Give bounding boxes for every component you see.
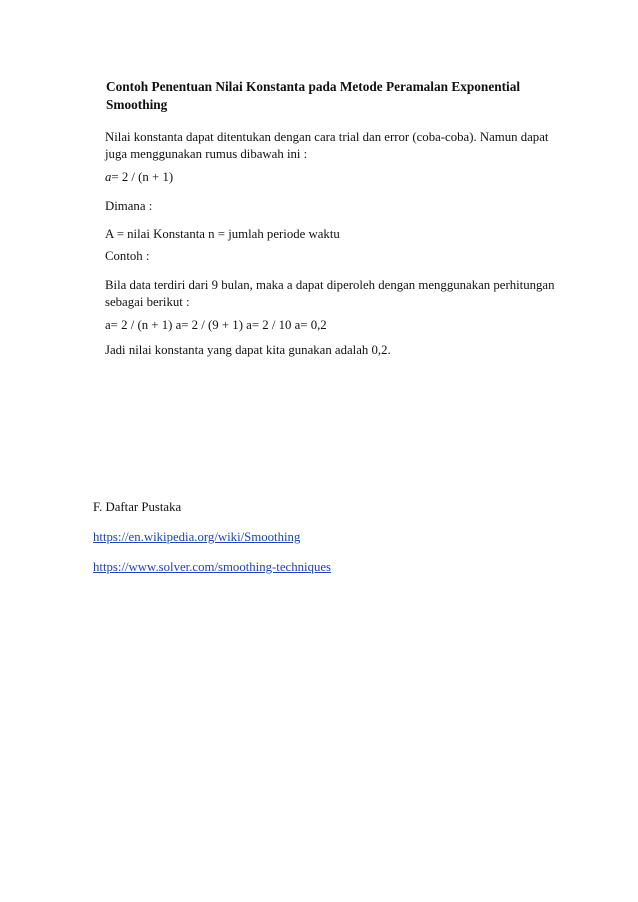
references-section [93, 499, 573, 574]
example-paragraph [105, 277, 575, 311]
intro-line1: Nilai konstanta dapat ditentukan dengan cara trial dan error (coba-coba). Namun dapat [105, 130, 549, 144]
constant-example-section [105, 78, 575, 357]
calculation-text: a= 2 / (n + 1) a= 2 / (9 + 1) a= 2 / 10 a= 0,2 [105, 318, 327, 332]
formula [105, 169, 173, 186]
section-heading [105, 78, 575, 114]
section-heading-line2: Smoothing [106, 97, 168, 112]
dimana-label: Dimana : [105, 199, 153, 213]
reference-link-solver[interactable]: https://www.solver.com/smoothing-techniques [93, 560, 332, 574]
intro-line2: juga menggunakan rumus dibawah ini : [105, 147, 308, 161]
references-title: F. Daftar Pustaka [93, 500, 182, 514]
formula-expression: = 2 / (n + 1) [111, 170, 174, 184]
example-line1: Bila data terdiri dari 9 bulan, maka a dapat diperoleh dengan menggunakan perhitungan [105, 278, 555, 292]
formula-variable: a [105, 170, 112, 184]
example-line2: sebagai berikut : [105, 295, 190, 309]
conclusion-text: Jadi nilai konstanta yang dapat kita gunakan adalah 0,2. [105, 343, 391, 357]
reference-link-wikipedia[interactable]: https://en.wikipedia.org/wiki/Smoothing [93, 530, 301, 544]
definition-text: A = nilai Konstanta n = jumlah periode waktu [105, 227, 340, 241]
intro-paragraph [105, 129, 575, 163]
section-heading-line1: Contoh Penentuan Nilai Konstanta pada Metode Peramalan Exponential [106, 79, 521, 94]
contoh-label: Contoh : [105, 249, 150, 263]
